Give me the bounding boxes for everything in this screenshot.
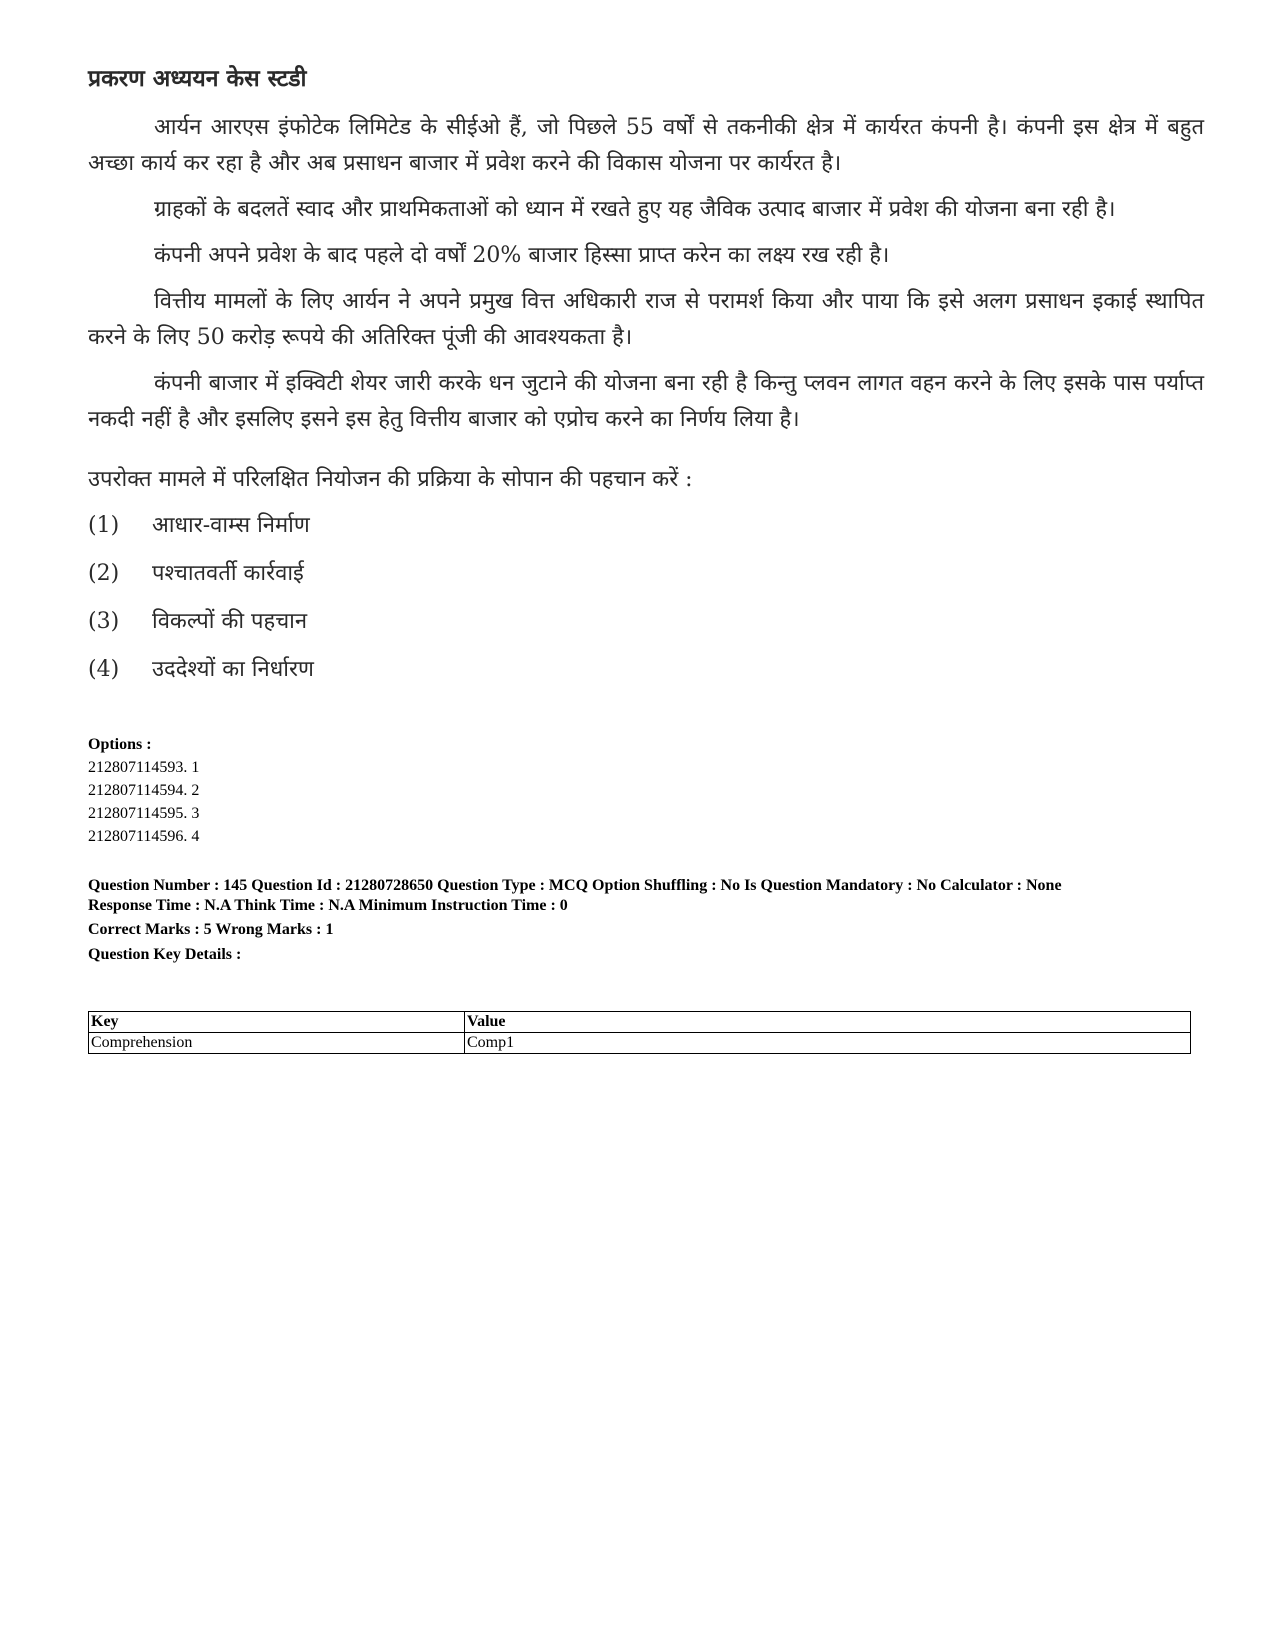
choice-text: विकल्पों की पहचान: [152, 609, 308, 634]
column-header-key: Key: [89, 1012, 465, 1033]
choice-number: (2): [88, 561, 120, 586]
choice-number: (3): [88, 609, 120, 634]
choice-text: आधार-वाम्स निर्माण: [152, 513, 310, 538]
case-paragraph-1: आर्यन आरएस इंफोटेक लिमिटेड के सीईओ हैं, जो पिछले 55 वर्षों से तकनीकी क्षेत्र में कार्यरत कंपनी है। कंपनी इस क्षेत्र में बहुत अच्छा कार्य कर रहा है और अब प्रसाधन बाजार में प्रवेश करने की विकास योजना पर कार्यरत है।: [88, 115, 1204, 176]
option-item: 212807114594. 2: [88, 782, 200, 799]
key-details-table: [88, 1011, 1191, 1054]
choice-text: पश्चातवर्ती कार्रवाई: [152, 561, 304, 586]
marks-line: Correct Marks : 5 Wrong Marks : 1: [88, 921, 334, 938]
question-prompt: उपरोक्त मामले में परिलक्षित नियोजन की प्रक्रिया के सोपान की पहचान करें :: [88, 467, 693, 492]
choice-item: [88, 598, 1204, 646]
options-block: [88, 733, 1204, 848]
table-cell-key: Comprehension: [89, 1033, 465, 1054]
choice-item: [88, 502, 1204, 550]
case-paragraph-2: ग्राहकों के बदलतें स्वाद और प्राथमिकताओं को ध्यान में रखते हुए यह जैविक उत्पाद बाजार में प्रवेश की योजना बना रही है।: [154, 197, 1116, 222]
response-time-line: Response Time : N.A Think Time : N.A Minimum Instruction Time : 0: [88, 897, 568, 914]
case-paragraph-4: वित्तीय मामलों के लिए आर्यन ने अपने प्रमुख वित्त अधिकारी राज से परामर्श किया और पाया कि इसे अलग प्रसाधन इकाई स्थापित करने के लिए 50 करोड़ रूपये की अतिरिक्त पूंजी की आवश्यकता है।: [88, 289, 1204, 350]
case-study-heading: प्रकरण अध्ययन केस स्टडी: [88, 65, 307, 92]
choice-item: [88, 550, 1204, 598]
choice-text: उददेश्यों का निर्धारण: [152, 657, 314, 682]
table-row: [89, 1033, 1191, 1054]
question-meta-line: Question Number : 145 Question Id : 21280728650 Question Type : MCQ Option Shuffling : No Is Question Mandatory : No Calculator : None: [88, 877, 1062, 894]
choice-number: (4): [88, 657, 120, 682]
table-cell-value: Comp1: [465, 1033, 1191, 1054]
case-paragraph-5: कंपनी बाजार में इक्विटी शेयर जारी करके धन जुटाने की योजना बना रही है किन्तु प्लवन लागत वहन करने के लिए इसके पास पर्याप्त नकदी नहीं है और इसलिए इसने इस हेतु वित्तीय बाजार को एप्रोच करने का निर्णय लिया है।: [88, 371, 1204, 432]
question-info: [88, 876, 1204, 966]
case-paragraph-3: कंपनी अपने प्रवेश के बाद पहले दो वर्षों 20% बाजार हिस्सा प्राप्त करेन का लक्ष्य रख रही है।: [154, 243, 890, 268]
option-item: 212807114593. 1: [88, 759, 200, 776]
choice-item: [88, 646, 1204, 694]
option-item: 212807114595. 3: [88, 805, 200, 822]
column-header-value: Value: [465, 1012, 1191, 1033]
options-label: Options :: [88, 736, 152, 753]
option-item: 212807114596. 4: [88, 828, 200, 845]
case-study-scan: [88, 62, 1204, 694]
table-header-row: [89, 1012, 1191, 1033]
key-details-label: Question Key Details :: [88, 946, 242, 963]
choice-number: (1): [88, 513, 120, 538]
